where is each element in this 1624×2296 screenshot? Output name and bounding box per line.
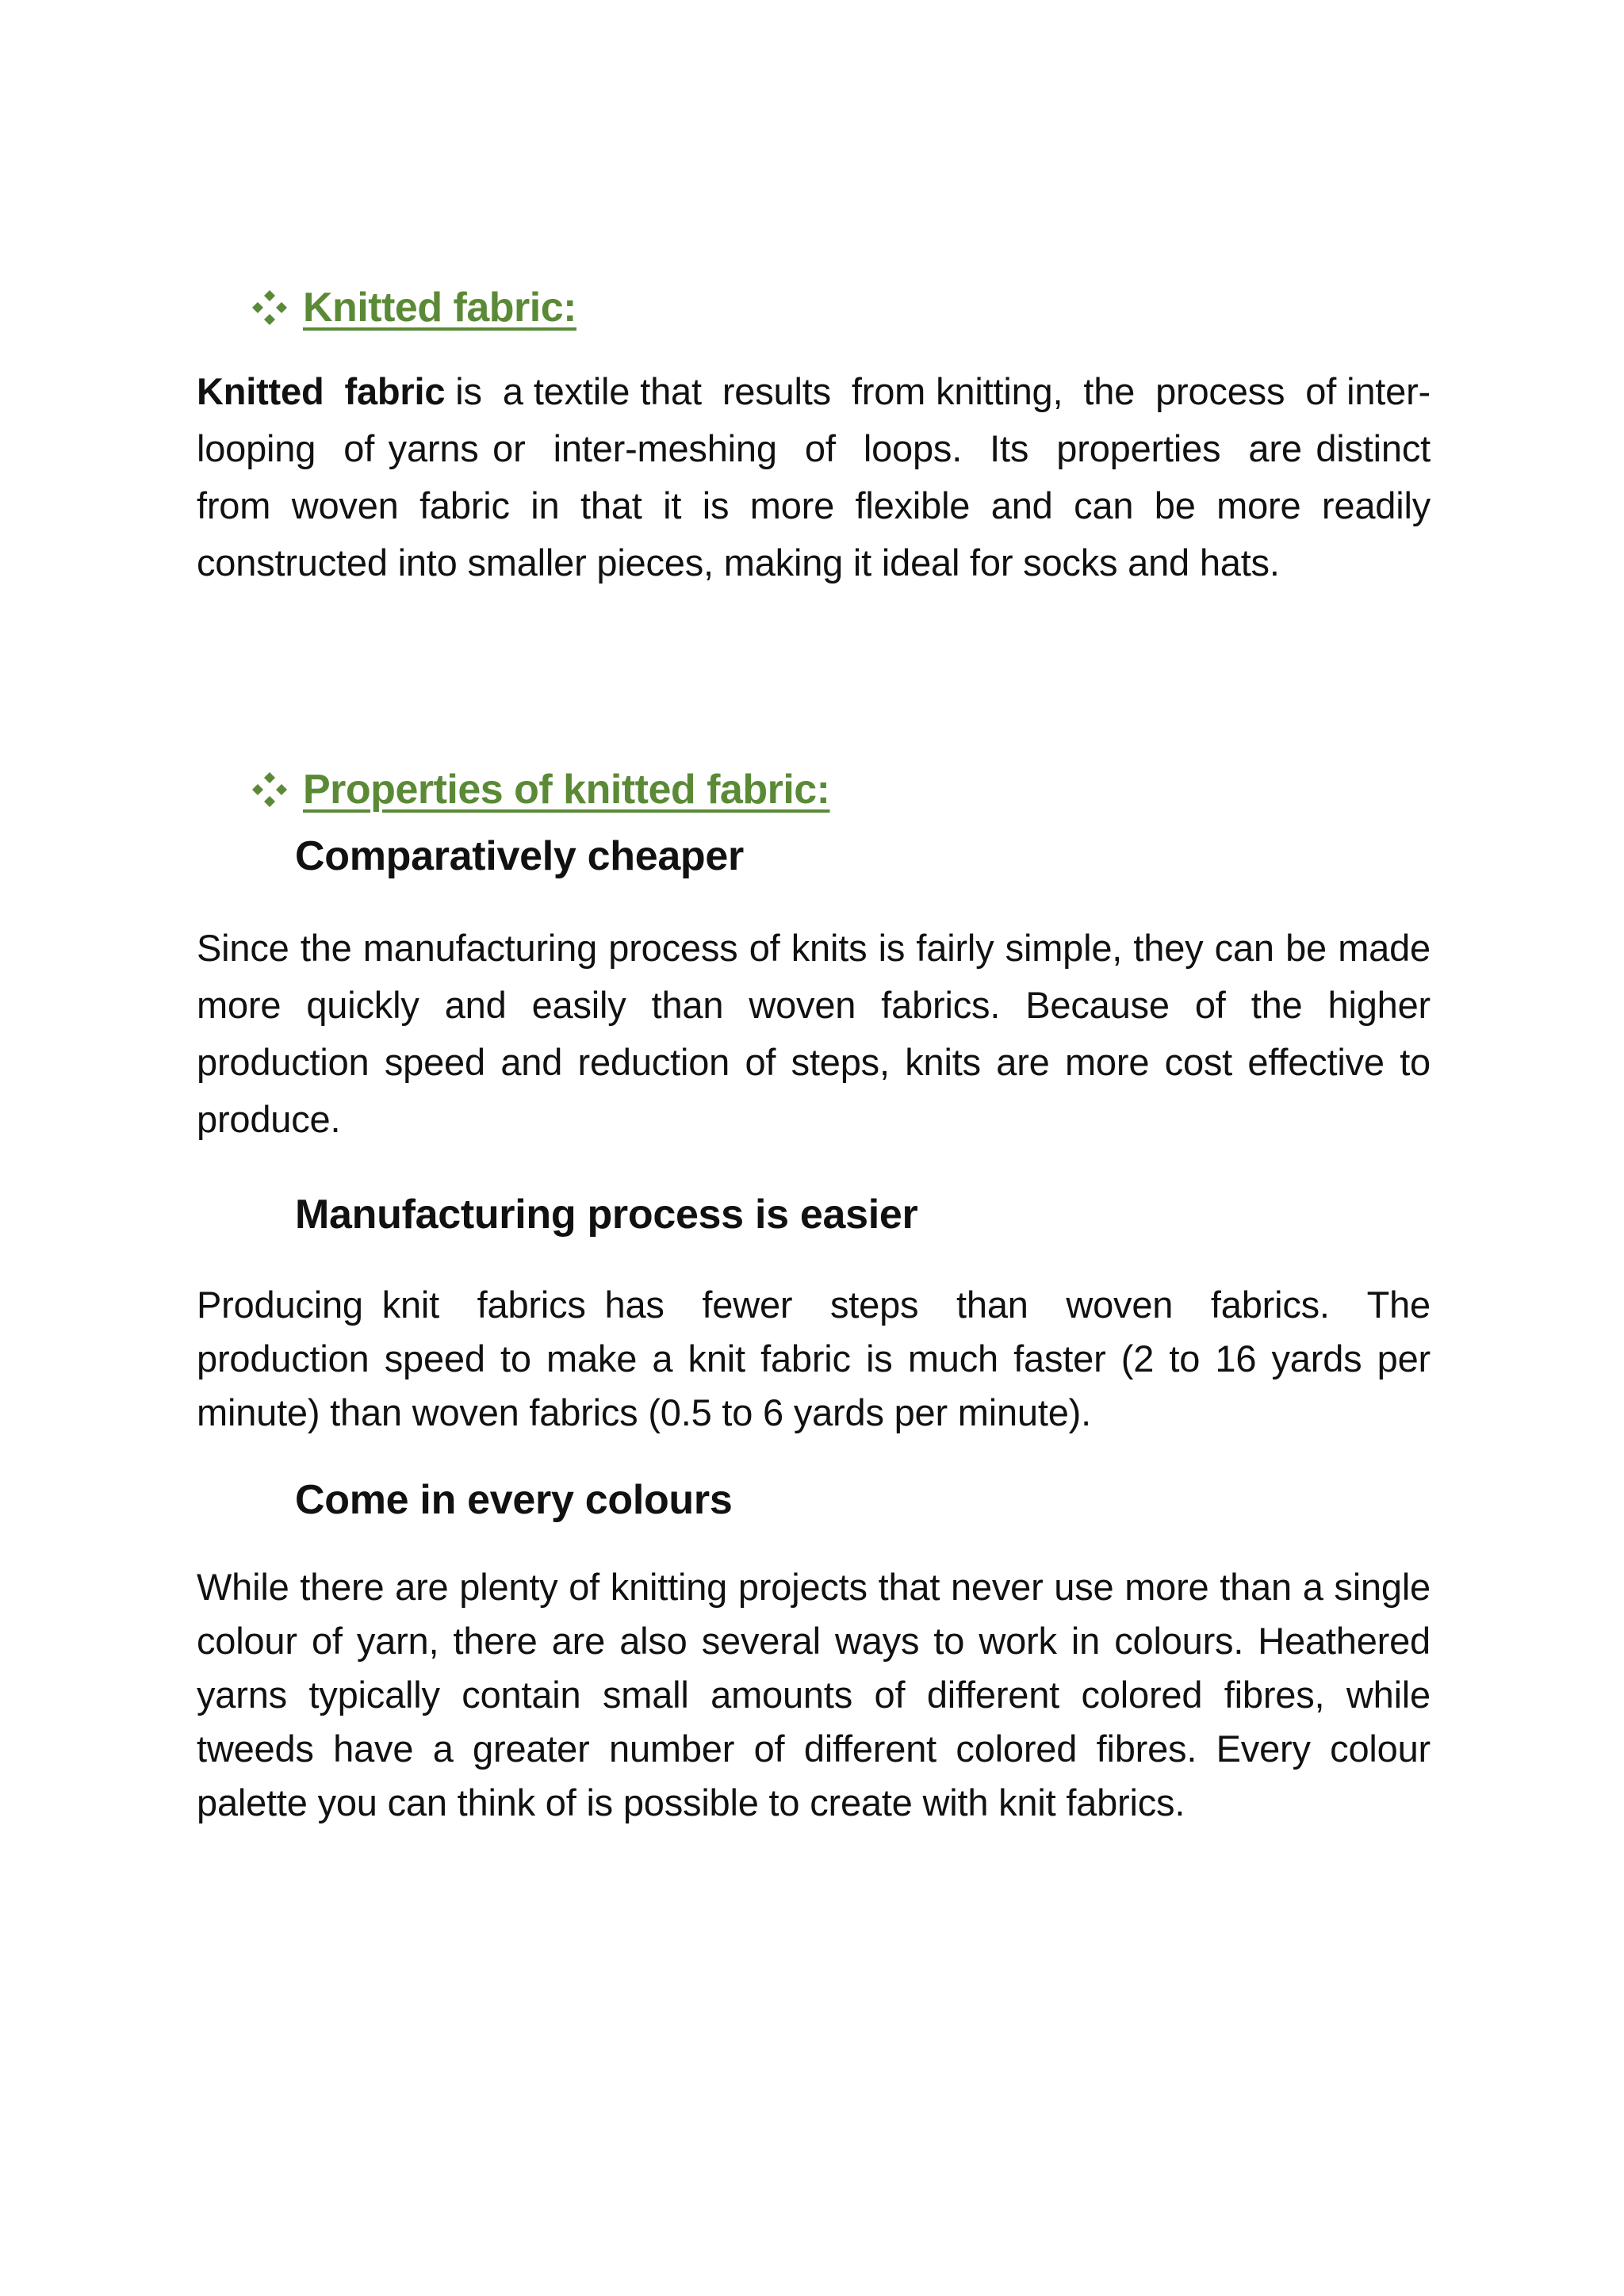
colours-paragraph: While there are plenty of knitting projects that never use more than a single colour of yarn, there are also several ways to work in colours. Heathered yarns typically contain small amounts of different colored fibres, while tweeds have a greater number of different colored fibres. Every colour palette you can think of is possible to create with knit fabrics. <box>197 1566 1431 1823</box>
paragraph-text: is a textile that results from knitting, the process of inter-looping of yarns or inter-meshing of loops. Its properties are distinct from woven fabric in that it is more flexible and can be more readily constructed into smaller pieces, making it ideal for socks and hats. <box>197 370 1441 584</box>
section-heading-properties <box>247 767 830 812</box>
heading-title: Knitted fabric: <box>303 285 576 331</box>
subheading-every-colours: Come in every colours <box>295 1477 733 1523</box>
manufacturing-paragraph: Producing knit fabrics has fewer steps than woven fabrics. The production speed to make a knit fabric is much faster (2 to 16 yards per minute) than woven fabrics (0.5 to 6 yards per minute). <box>197 1284 1441 1433</box>
cheaper-paragraph: Since the manufacturing process of knits is fairly simple, they can be made more quickly and easily than woven fabrics. Because of the higher production speed and reduction of steps, knits are more cost effective to produce. <box>197 927 1431 1140</box>
knitted-fabric-paragraph <box>197 363 1441 591</box>
subheading-manufacturing-easier: Manufacturing process is easier <box>295 1192 918 1238</box>
bold-term: Knitted fabric <box>197 370 446 412</box>
subheading-comparatively-cheaper: Comparatively cheaper <box>295 833 744 879</box>
four-diamond-bullet-icon <box>247 767 292 812</box>
section-heading-knitted-fabric <box>247 285 576 330</box>
heading-title: Properties of knitted fabric: <box>303 767 830 813</box>
four-diamond-bullet-icon <box>247 285 292 330</box>
